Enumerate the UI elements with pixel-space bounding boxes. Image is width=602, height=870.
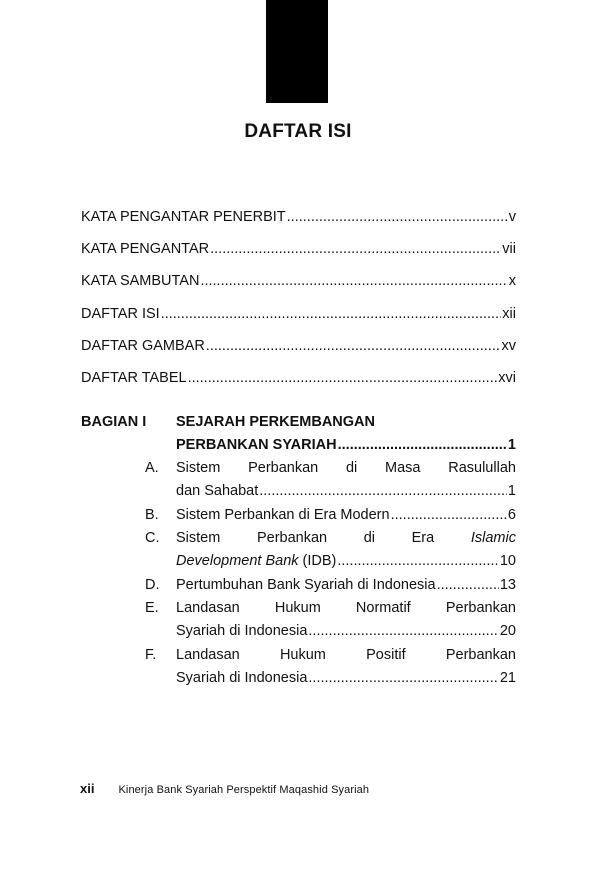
- part-page: 1: [507, 437, 516, 453]
- word: Masa: [385, 460, 421, 476]
- dot-leader: [259, 483, 507, 499]
- toc-entry-page: xv: [501, 338, 516, 354]
- section-page: 13: [499, 577, 516, 593]
- section-page: 1: [507, 483, 516, 499]
- chapter-tab-marker: [266, 0, 328, 103]
- toc-entry-label: DAFTAR GAMBAR: [81, 338, 205, 354]
- section-entry-a[interactable]: [176, 460, 516, 503]
- dot-leader: [206, 338, 501, 354]
- section-line2-text: [176, 553, 336, 569]
- section-line2: [176, 623, 516, 643]
- toc-entry-page: vii: [502, 241, 516, 257]
- toc-entry-label: DAFTAR TABEL: [81, 370, 187, 386]
- page-title: DAFTAR ISI: [244, 121, 352, 142]
- word: Positif: [366, 647, 406, 663]
- toc-entry[interactable]: [81, 370, 516, 390]
- section-letter: F.: [145, 647, 157, 663]
- toc-entry-label: KATA PENGANTAR PENERBIT: [81, 209, 286, 225]
- page-footer: [80, 781, 369, 796]
- toc-entry-page: xvi: [498, 370, 516, 386]
- word-italic: Islamic: [470, 530, 516, 546]
- word: Perbankan: [256, 530, 328, 546]
- word: Sistem: [176, 530, 221, 546]
- section-line1: [176, 530, 516, 553]
- dot-leader: [188, 370, 498, 386]
- section-line1: [176, 460, 516, 483]
- section-entry-e[interactable]: [176, 600, 516, 643]
- word: Perbankan: [248, 460, 319, 476]
- section-entry-c[interactable]: [176, 530, 516, 573]
- dot-leader: [308, 670, 498, 686]
- word: Landasan: [176, 600, 240, 616]
- section-letter: D.: [145, 577, 160, 593]
- dot-leader: [161, 306, 502, 322]
- section-letter: E.: [145, 600, 159, 616]
- word: Hukum: [279, 647, 326, 663]
- section-line-text: Sistem Perbankan di Era Modern: [176, 507, 390, 523]
- toc-entry[interactable]: [81, 273, 516, 293]
- toc-entry-label: DAFTAR ISI: [81, 306, 160, 322]
- italic-term: Development Bank: [176, 553, 299, 569]
- part-title-line2-row: [176, 437, 516, 457]
- word: di: [345, 460, 358, 476]
- section-line2-text: Syariah di Indonesia: [176, 623, 308, 639]
- part-number: BAGIAN I: [81, 414, 147, 430]
- dot-leader: [308, 623, 498, 639]
- toc-entry[interactable]: [81, 306, 516, 326]
- section-line1: [176, 647, 516, 670]
- word: Hukum: [274, 600, 321, 616]
- abbr: (IDB): [298, 553, 337, 569]
- word: di: [363, 530, 376, 546]
- part-title-line2: PERBANKAN SYARIAH: [176, 437, 337, 453]
- section-line: [176, 507, 516, 527]
- dot-leader: [437, 577, 499, 593]
- toc-entry[interactable]: [81, 338, 516, 358]
- section-page: 21: [499, 670, 516, 686]
- section-letter: B.: [145, 507, 159, 523]
- toc-entry-page: v: [508, 209, 516, 225]
- toc-entry-label: KATA PENGANTAR: [81, 241, 210, 257]
- part-title[interactable]: [176, 414, 516, 457]
- part-title-line1: SEJARAH PERKEMBANGAN: [176, 414, 375, 430]
- section-entry-f[interactable]: [176, 647, 516, 690]
- word: Sistem: [176, 460, 221, 476]
- section-page: 6: [507, 507, 516, 523]
- section-entry-d[interactable]: [176, 577, 516, 597]
- toc-entry-page: x: [508, 273, 516, 289]
- dot-leader: [337, 553, 498, 569]
- word: Landasan: [176, 647, 240, 663]
- word: Rasulullah: [448, 460, 516, 476]
- toc-entry-page: xii: [502, 306, 516, 322]
- section-line-text: Pertumbuhan Bank Syariah di Indonesia: [176, 577, 436, 593]
- section-line2: [176, 553, 516, 573]
- word: Normatif: [355, 600, 411, 616]
- toc-entry[interactable]: [81, 241, 516, 261]
- section-page: 20: [499, 623, 516, 639]
- section-line1: [176, 600, 516, 623]
- dot-leader: [391, 507, 507, 523]
- dot-leader: [338, 437, 507, 453]
- word: Era: [411, 530, 435, 546]
- toc-entry[interactable]: [81, 209, 516, 229]
- section-letter: A.: [145, 460, 159, 476]
- section-line2: [176, 483, 516, 503]
- section-line: [176, 577, 516, 597]
- section-line2-text: dan Sahabat: [176, 483, 259, 499]
- word: Perbankan: [445, 647, 516, 663]
- dot-leader: [210, 241, 501, 257]
- dot-leader: [287, 209, 508, 225]
- dot-leader: [200, 273, 507, 289]
- footer-book-title: Kinerja Bank Syariah Perspektif Maqashid Syariah: [118, 784, 370, 796]
- word: Perbankan: [445, 600, 516, 616]
- footer-page-number: xii: [80, 781, 95, 796]
- section-page: 10: [499, 553, 516, 569]
- section-line2: [176, 670, 516, 690]
- toc-entry-label: KATA SAMBUTAN: [81, 273, 200, 289]
- section-letter: C.: [145, 530, 160, 546]
- section-line2-text: Syariah di Indonesia: [176, 670, 308, 686]
- section-entry-b[interactable]: [176, 507, 516, 527]
